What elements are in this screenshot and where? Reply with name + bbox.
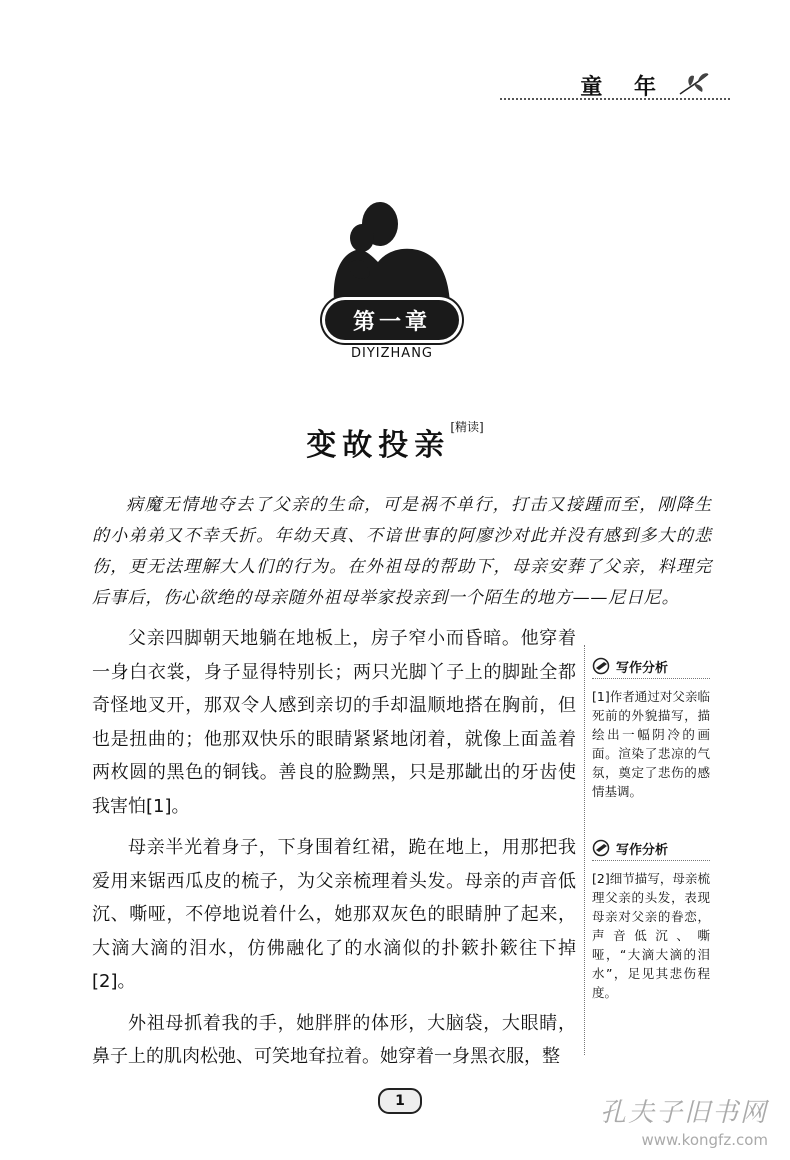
note-text: [2]细节描写，母亲梳理父亲的头发，表现母亲对父亲的眷恋，声音低沉、嘶哑，“大滴大滴的泪水”，足见其悲伤程度。 [592, 871, 710, 1000]
main-text [92, 622, 576, 1082]
watermark-url: www.kongfz.com [641, 1131, 768, 1149]
book-title: 童 年 [580, 75, 668, 100]
chapter-intro: 病魔无情地夺去了父亲的生命，可是祸不单行，打击又接踵而至，刚降生的小弟弟又不幸夭折。年幼天真、不谙世事的阿廖沙对此并没有感到多大的悲伤，更无法理解大人们的行为。在外祖母的帮助下，母亲安葬了父亲，料理完后事后，伤心欲绝的母亲随外祖母举家投亲到一个陌生的地方——尼日尼。 [92, 495, 712, 608]
sidebar-divider [584, 645, 585, 1055]
header-rule [500, 98, 730, 100]
chapter-pinyin: DIYIZHANG [351, 346, 433, 361]
note-heading [592, 836, 710, 861]
margin-note [592, 654, 710, 801]
leaf-ornament-icon [676, 68, 712, 98]
paragraph: 父亲四脚朝天地躺在地板上，房子窄小而昏暗。他穿着一身白衣裳，身子显得特别长；两只光脚丫子上的脚趾全都奇怪地叉开，那双令人感到亲切的手却温顺地搭在胸前，但也是扭曲的；他那双快乐的眼睛紧紧地闭着，就像上面盖着两枚圆的黑色的铜钱。善良的脸黝黑，只是那龇出的牙齿使我害怕[1]。 [92, 628, 576, 817]
father-child-silhouette-icon [322, 190, 462, 370]
section-heading [0, 420, 790, 464]
page-number: 1 [378, 1088, 422, 1114]
chapter-banner [325, 300, 459, 340]
paragraph: 外祖母抓着我的手，她胖胖的体形，大脑袋，大眼睛，鼻子上的肌肉松弛、可笑地耷拉着。她穿着一身黑衣服，整 [92, 1012, 576, 1067]
margin-note [592, 836, 710, 1002]
note-heading-text: 写作分析 [616, 842, 669, 858]
chapter-label: 第一章 [352, 308, 431, 335]
watermark-name: 孔夫子旧书网 [599, 1098, 768, 1128]
writing-analysis-icon [592, 657, 612, 675]
paragraph: 母亲半光着身子，下身围着红裙，跪在地上，用那把我爱用来锯西瓜皮的梳子，为父亲梳理着头发。母亲的声音低沉、嘶哑，不停地说着什么，她那双灰色的眼睛肿了起来，大滴大滴的泪水，仿佛融化了的水滴似的扑簌扑簌往下掉[2]。 [92, 837, 576, 992]
note-heading-text: 写作分析 [616, 660, 669, 676]
note-text: [1]作者通过对父亲临死前的外貌描写，描绘出一幅阴冷的画面。渲染了悲凉的气氛，奠定了悲伤的感情基调。 [592, 689, 710, 799]
running-header [480, 68, 730, 102]
section-title: 变故投亲 [306, 428, 451, 463]
note-heading [592, 654, 710, 679]
writing-analysis-icon [592, 839, 612, 857]
reading-tag: [精读] [450, 420, 484, 434]
watermark [588, 1092, 768, 1149]
